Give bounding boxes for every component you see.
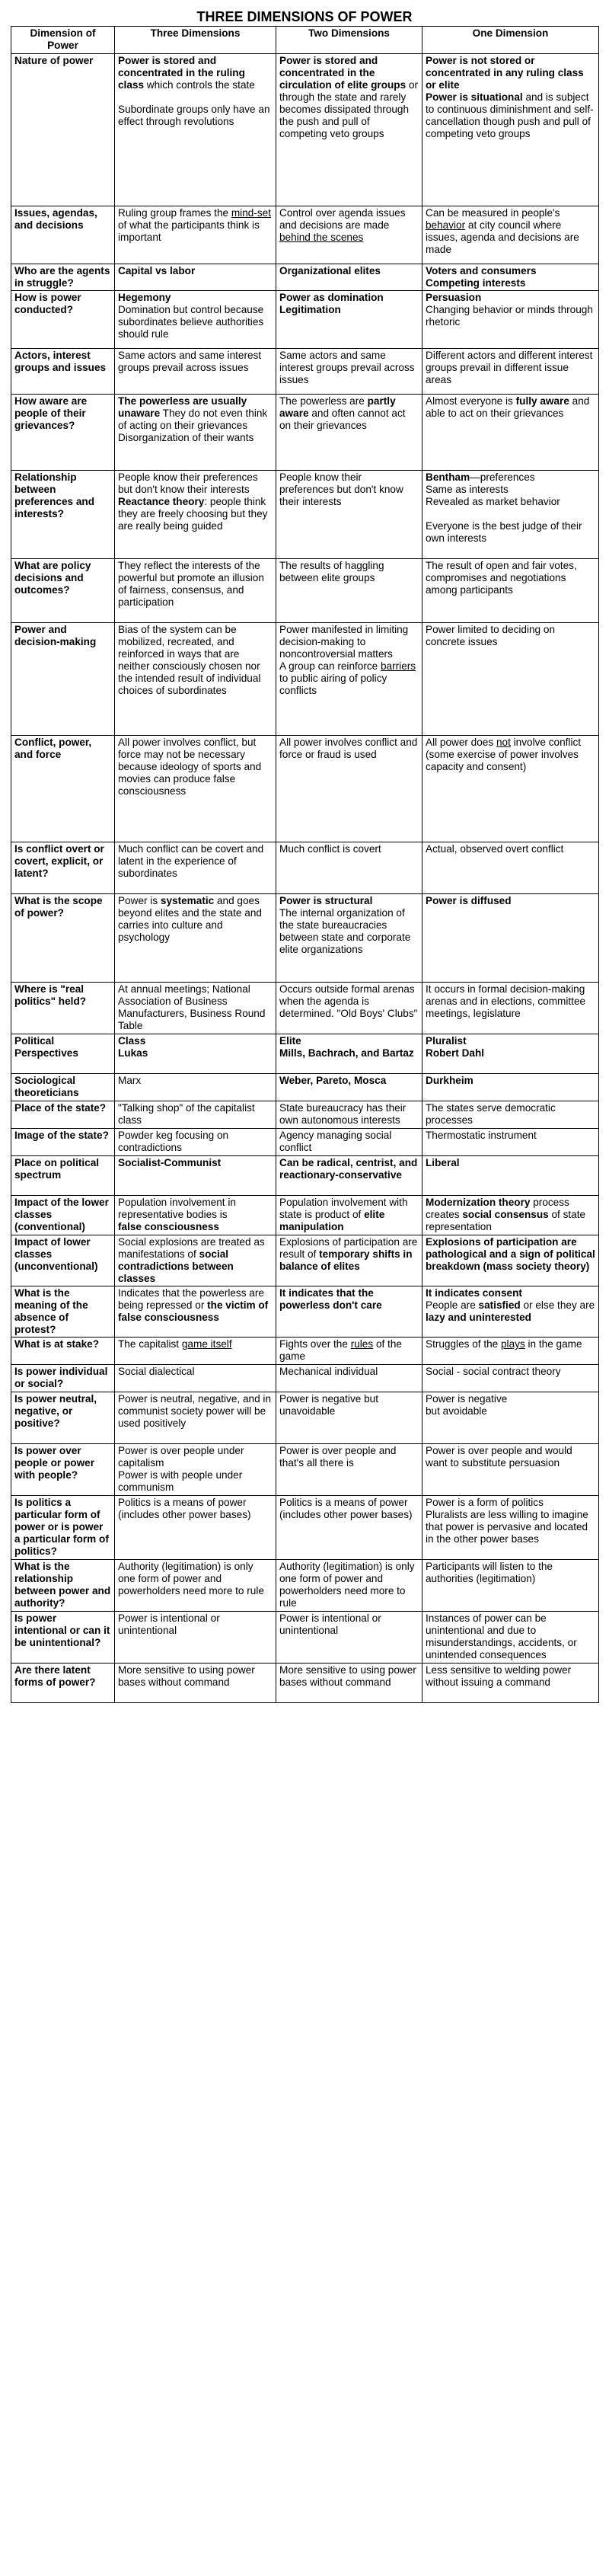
cell-text: in the game	[525, 1338, 582, 1350]
two-dimensions-cell	[276, 291, 422, 349]
cell-text: social contradictions between classes	[118, 1248, 234, 1284]
one-dimension-cell	[422, 1560, 599, 1612]
three-dimensions-cell	[115, 1156, 276, 1196]
two-dimensions-cell	[276, 264, 422, 291]
cell-text: Power as domination	[279, 292, 384, 303]
cell-text: game itself	[181, 1338, 232, 1350]
table-row	[11, 983, 599, 1034]
one-dimension-cell	[422, 1664, 599, 1703]
cell-text: Power is negative but unavoidable	[279, 1393, 378, 1417]
dimension-question-cell: Place of the state?	[11, 1101, 115, 1129]
cell-text: Same actors and same interest groups prevail across issues	[118, 350, 262, 373]
three-dimensions-cell	[115, 1101, 276, 1129]
one-dimension-cell	[422, 983, 599, 1034]
cell-text: : people think they are freely choosing but they are really being guided	[118, 496, 268, 532]
cell-text: Almost everyone is	[426, 395, 516, 407]
cell-text: to public airing of policy conflicts	[279, 673, 387, 696]
cell-text: The results of haggling between elite groups	[279, 560, 384, 583]
dimension-question-cell: Where is "real politics" held?	[11, 983, 115, 1034]
cell-text: of state representation	[426, 1209, 586, 1232]
cell-text: Power is not stored or concentrated in any ruling class or elite	[426, 55, 584, 91]
one-dimension-cell	[422, 1496, 599, 1560]
cell-text: and is subject to continuous diminishment and self-cancellation though push and pull of competing veto groups	[426, 91, 594, 139]
table-body	[11, 54, 599, 1703]
table-row	[11, 1196, 599, 1235]
cell-text: More sensitive to using power bases without command	[118, 1664, 255, 1688]
table-row	[11, 1496, 599, 1560]
cell-text: More sensitive to using power bases without command	[279, 1664, 416, 1688]
dimension-question-cell: How aware are people of their grievances?	[11, 395, 115, 471]
three-dimensions-cell	[115, 1496, 276, 1560]
three-dimensions-cell	[115, 1129, 276, 1156]
cell-text: Same actors and same interest groups prevail across issues	[279, 350, 415, 385]
cell-text: Fights over the	[279, 1338, 351, 1350]
cell-text: Thermostatic instrument	[426, 1130, 537, 1141]
three-dimensions-cell	[115, 395, 276, 471]
cell-text: Power is over people under capitalism	[118, 1445, 244, 1469]
cell-text: involve conflict (some exercise of power involves capacity and consent)	[426, 737, 582, 772]
three-dimensions-cell	[115, 1286, 276, 1338]
three-dimensions-cell	[115, 291, 276, 349]
table-row	[11, 1235, 599, 1286]
cell-text: Control over agenda issues and decisions are made	[279, 207, 406, 231]
cell-text: Power is diffused	[426, 895, 512, 906]
three-dimensions-cell	[115, 1034, 276, 1074]
cell-text: Power is intentional or unintentional	[118, 1612, 220, 1636]
dimension-question-cell: What are policy decisions and outcomes?	[11, 559, 115, 623]
one-dimension-cell	[422, 1392, 599, 1444]
cell-text: (includes other power bases)	[279, 1509, 413, 1520]
three-dimensions-cell	[115, 1444, 276, 1496]
table-row	[11, 349, 599, 395]
one-dimension-cell	[422, 1338, 599, 1365]
cell-text: or else they are	[520, 1299, 595, 1311]
table-row	[11, 206, 599, 264]
one-dimension-cell	[422, 1101, 599, 1129]
cell-text: A group can reinforce	[279, 660, 381, 672]
one-dimension-cell	[422, 1286, 599, 1338]
three-dimensions-cell	[115, 1074, 276, 1101]
cell-text: Changing behavior or minds through rhetoric	[426, 304, 593, 328]
one-dimension-cell	[422, 1129, 599, 1156]
cell-text: The powerless are	[279, 395, 368, 407]
cell-text: Capital vs labor	[118, 265, 196, 276]
cell-text: Subordinate groups only have an effect through revolutions	[118, 104, 270, 127]
three-dimensions-cell	[115, 471, 276, 559]
table-row	[11, 395, 599, 471]
two-dimensions-cell	[276, 1338, 422, 1365]
one-dimension-cell	[422, 471, 599, 559]
cell-text: Explosions of participation are result of	[279, 1236, 418, 1260]
cell-text: behind the scenes	[279, 232, 364, 243]
table-row	[11, 1129, 599, 1156]
dimension-question-cell: Power and decision-making	[11, 623, 115, 736]
cell-text: Population involvement in representative bodies is	[118, 1197, 236, 1220]
cell-text: partly aware	[279, 395, 396, 419]
cell-text: Population involvement with state is product of	[279, 1197, 408, 1220]
cell-text: Social - social contract theory	[426, 1366, 561, 1377]
cell-text: process creates	[426, 1197, 569, 1220]
dimension-question-cell: Who are the agents in struggle?	[11, 264, 115, 291]
header-one-dimension: One Dimension	[422, 27, 599, 54]
cell-text: Politics is a means of power	[279, 1497, 408, 1508]
cell-text: Different actors and different interest groups prevail in different issue areas	[426, 350, 593, 385]
table-row	[11, 1612, 599, 1664]
cell-text: Bias of the system can be mobilized, recreated, and reinforced in ways that are neither consciously chosen nor the intended result of individual choices of subordinates	[118, 624, 261, 696]
cell-text: Everyone is the best judge of their own interests	[426, 520, 582, 544]
dimension-question-cell: Are there latent forms of power?	[11, 1664, 115, 1703]
cell-text: Explosions of participation are pathological and a sign of political breakdown (mass society theory)	[426, 1236, 595, 1272]
cell-text: It indicates that the powerless don't care	[279, 1287, 382, 1311]
cell-text: Socialist-Communist	[118, 1157, 222, 1168]
cell-text: Power is over people and would want to substitute persuasion	[426, 1445, 572, 1469]
cell-text: Persuasion	[426, 292, 482, 303]
cell-text: Instances of power can be unintentional and due to misunderstandings, accidents, or unintended consequences	[426, 1612, 577, 1660]
cell-text: Organizational elites	[279, 265, 381, 276]
one-dimension-cell	[422, 842, 599, 894]
two-dimensions-cell	[276, 1560, 422, 1612]
cell-text: Pluralists are less willing to imagine that power is pervasive and located in the other power bases	[426, 1509, 588, 1545]
dimension-question-cell: What is the scope of power?	[11, 894, 115, 983]
cell-text: of the game	[279, 1338, 402, 1362]
table-row	[11, 1156, 599, 1196]
cell-text: Much conflict is covert	[279, 843, 381, 855]
cell-text: "Talking shop" of the capitalist class	[118, 1102, 255, 1126]
table-row	[11, 1664, 599, 1703]
table-row	[11, 842, 599, 894]
cell-text: —preferences	[470, 471, 535, 483]
cell-text: Ruling group frames the	[118, 207, 231, 219]
cell-text: Mills, Bachrach, and Bartaz	[279, 1047, 414, 1059]
three-dimensions-cell	[115, 1235, 276, 1286]
cell-text: fully aware	[515, 395, 569, 407]
cell-text: but avoidable	[426, 1405, 487, 1417]
cell-text: (includes other power bases)	[118, 1509, 251, 1520]
two-dimensions-cell	[276, 1286, 422, 1338]
two-dimensions-cell	[276, 1444, 422, 1496]
three-dimensions-cell	[115, 206, 276, 264]
cell-text: Marx	[118, 1075, 142, 1086]
cell-text: Powder keg focusing on contradictions	[118, 1130, 229, 1153]
two-dimensions-cell	[276, 1074, 422, 1101]
one-dimension-cell	[422, 1235, 599, 1286]
two-dimensions-cell	[276, 1496, 422, 1560]
one-dimension-cell	[422, 1034, 599, 1074]
dimension-question-cell: What is the relationship between power and authority?	[11, 1560, 115, 1612]
dimension-question-cell: Is power individual or social?	[11, 1365, 115, 1392]
three-dimensions-cell	[115, 1365, 276, 1392]
dimension-question-cell: What is the meaning of the absence of protest?	[11, 1286, 115, 1338]
cell-text: Struggles of the	[426, 1338, 501, 1350]
cell-text: Power is neutral, negative, and in communist society power will be used positively	[118, 1393, 272, 1429]
cell-text: Legitimation	[279, 304, 341, 315]
cell-text: Authority (legitimation) is only one form of power and powerholders need more to rule	[279, 1561, 415, 1609]
three-dimensions-cell	[115, 1392, 276, 1444]
three-dimensions-cell	[115, 1612, 276, 1664]
two-dimensions-cell	[276, 1365, 422, 1392]
three-dimensions-cell	[115, 1664, 276, 1703]
cell-text: Class	[118, 1035, 146, 1047]
cell-text: Reactance theory	[118, 496, 205, 507]
table-row	[11, 291, 599, 349]
cell-text: State bureaucracy has their own autonomous interests	[279, 1102, 407, 1126]
three-dimensions-cell	[115, 559, 276, 623]
three-dimensions-cell	[115, 54, 276, 206]
cell-text: and often cannot act on their grievances	[279, 407, 406, 431]
cell-text: Power is with people under communism	[118, 1469, 243, 1493]
cell-text: Power is structural	[279, 895, 373, 906]
table-row	[11, 623, 599, 736]
dimension-question-cell: Is conflict overt or covert, explicit, or latent?	[11, 842, 115, 894]
one-dimension-cell	[422, 736, 599, 842]
cell-text: Social explosions are treated as manifestations of	[118, 1236, 265, 1260]
cell-text: mind-set	[231, 207, 271, 219]
table-row	[11, 1392, 599, 1444]
table-row	[11, 1560, 599, 1612]
header-dimension: Dimension of Power	[11, 27, 115, 54]
cell-text: Power manifested in limiting decision-making to noncontroversial matters	[279, 624, 409, 660]
cell-text: They reflect the interests of the powerful but promote an illusion of fairness, consensus, and participation	[118, 560, 264, 608]
cell-text: Politics is a means of power	[118, 1497, 247, 1508]
two-dimensions-cell	[276, 1156, 422, 1196]
cell-text: Power is stored and concentrated in the ruling class	[118, 55, 245, 91]
cell-text: which controls the state	[144, 79, 255, 91]
dimension-question-cell: Conflict, power, and force	[11, 736, 115, 842]
header-three-dimensions: Three Dimensions	[115, 27, 276, 54]
table-row	[11, 1286, 599, 1338]
table-row	[11, 1034, 599, 1074]
dimension-question-cell: Sociological theoreticians	[11, 1074, 115, 1101]
cell-text: the victim of false consciousness	[118, 1299, 269, 1323]
cell-text: It occurs in formal decision-making arenas and in elections, committee meetings, legislature	[426, 983, 586, 1019]
table-row	[11, 1338, 599, 1365]
two-dimensions-cell	[276, 1101, 422, 1129]
cell-text: lazy and uninterested	[426, 1312, 531, 1323]
dimension-question-cell: Nature of power	[11, 54, 115, 206]
cell-text: People are	[426, 1299, 479, 1311]
two-dimensions-cell	[276, 54, 422, 206]
one-dimension-cell	[422, 1196, 599, 1235]
two-dimensions-cell	[276, 736, 422, 842]
cell-text: systematic	[160, 895, 215, 906]
cell-text: satisfied	[478, 1299, 521, 1311]
dimension-question-cell: Is power neutral, negative, or positive?	[11, 1392, 115, 1444]
header-row	[11, 27, 599, 54]
two-dimensions-cell	[276, 559, 422, 623]
two-dimensions-cell	[276, 1235, 422, 1286]
three-dimensions-cell	[115, 983, 276, 1034]
three-dimensions-cell	[115, 1338, 276, 1365]
two-dimensions-cell	[276, 206, 422, 264]
cell-text: Pluralist	[426, 1035, 467, 1047]
cell-text: Participants will listen to the authorities (legitimation)	[426, 1561, 553, 1584]
cell-text: rules	[350, 1338, 374, 1350]
dimension-question-cell: Image of the state?	[11, 1129, 115, 1156]
one-dimension-cell	[422, 349, 599, 395]
one-dimension-cell	[422, 623, 599, 736]
two-dimensions-cell	[276, 894, 422, 983]
three-dimensions-cell	[115, 1560, 276, 1612]
cell-text: Power is stored and concentrated in the circulation of elite groups	[279, 55, 407, 91]
two-dimensions-cell	[276, 1392, 422, 1444]
cell-text: Power is over people and that's all there is	[279, 1445, 397, 1469]
cell-text: The capitalist	[118, 1338, 182, 1350]
cell-text: Can be radical, centrist, and reactionary-conservative	[279, 1157, 418, 1181]
one-dimension-cell	[422, 291, 599, 349]
cell-text: It indicates consent	[426, 1287, 522, 1299]
cell-text: Lukas	[118, 1047, 148, 1059]
one-dimension-cell	[422, 206, 599, 264]
cell-text: The result of open and fair votes, compromises and negotiations among participants	[426, 560, 577, 596]
two-dimensions-cell	[276, 623, 422, 736]
table-row	[11, 1444, 599, 1496]
dimension-question-cell: Relationship between preferences and interests?	[11, 471, 115, 559]
three-dimensions-cell	[115, 894, 276, 983]
table-row	[11, 471, 599, 559]
three-dimensions-cell	[115, 842, 276, 894]
three-dimensions-cell	[115, 736, 276, 842]
cell-text: behavior	[426, 219, 466, 231]
cell-text: Durkheim	[426, 1075, 473, 1086]
cell-text: of what the participants think is important	[118, 219, 260, 243]
table-row	[11, 1101, 599, 1129]
cell-text: Power is a form of politics	[426, 1497, 544, 1508]
cell-text: temporary shifts in balance of elites	[279, 1248, 413, 1272]
cell-text: Power is	[118, 895, 161, 906]
power-dimensions-table	[11, 26, 599, 1703]
cell-text: false consciousness	[118, 1221, 219, 1232]
cell-text: Mechanical individual	[279, 1366, 378, 1377]
cell-text: Voters and consumers	[426, 265, 537, 276]
cell-text: They do not even think of acting on their grievances	[118, 407, 268, 431]
cell-text: All power involves conflict and force or fraud is used	[279, 737, 418, 760]
three-dimensions-cell	[115, 1196, 276, 1235]
table-row	[11, 1365, 599, 1392]
cell-text: Can be measured in people's	[426, 207, 560, 219]
cell-text: barriers	[381, 660, 416, 672]
cell-text: Weber, Pareto, Mosca	[279, 1075, 387, 1086]
cell-text: All power does	[426, 737, 496, 748]
one-dimension-cell	[422, 559, 599, 623]
cell-text: Power is negative	[426, 1393, 508, 1405]
one-dimension-cell	[422, 894, 599, 983]
cell-text: Authority (legitimation) is only one form of power and powerholders need more to rule	[118, 1561, 264, 1596]
cell-text: and able to act on their grievances	[426, 395, 590, 419]
two-dimensions-cell	[276, 1129, 422, 1156]
cell-text: The powerless are usually unaware	[118, 395, 247, 419]
one-dimension-cell	[422, 1156, 599, 1196]
cell-text: social consensus	[462, 1209, 549, 1220]
cell-text: Power is intentional or unintentional	[279, 1612, 381, 1636]
dimension-question-cell: Is power intentional or can it be unintentional?	[11, 1612, 115, 1664]
cell-text: At annual meetings; National Association of Business Manufacturers, Business Round Table	[118, 983, 266, 1031]
two-dimensions-cell	[276, 471, 422, 559]
dimension-question-cell: Place on political spectrum	[11, 1156, 115, 1196]
one-dimension-cell	[422, 264, 599, 291]
cell-text: elite manipulation	[279, 1209, 385, 1232]
header-two-dimensions: Two Dimensions	[276, 27, 422, 54]
table-row	[11, 736, 599, 842]
cell-text: or through the state and rarely becomes dissipated through the push and pull of competing veto groups	[279, 79, 419, 139]
cell-text: and goes beyond elites and the state and carries into culture and psychology	[118, 895, 262, 943]
dimension-question-cell: How is power conducted?	[11, 291, 115, 349]
cell-text: Revealed as market behavior	[426, 496, 560, 507]
table-row	[11, 54, 599, 206]
cell-text: Robert Dahl	[426, 1047, 485, 1059]
cell-text: People know their preferences but don't know their interests	[279, 471, 403, 507]
table-row	[11, 1074, 599, 1101]
cell-text: Indicates that the powerless are being repressed or	[118, 1287, 264, 1311]
cell-text: Actual, observed overt conflict	[426, 843, 564, 855]
table-row	[11, 264, 599, 291]
cell-text: People know their preferences but don't know their interests	[118, 471, 258, 495]
cell-text: Less sensitive to welding power without issuing a command	[426, 1664, 572, 1688]
cell-text: Bentham	[426, 471, 470, 483]
three-dimensions-cell	[115, 349, 276, 395]
cell-text: Much conflict can be covert and latent in the experience of subordinates	[118, 843, 264, 879]
one-dimension-cell	[422, 54, 599, 206]
dimension-question-cell: Is politics a particular form of power or is power a particular form of politics?	[11, 1496, 115, 1560]
two-dimensions-cell	[276, 1612, 422, 1664]
cell-text: not	[496, 737, 511, 748]
table-row	[11, 559, 599, 623]
one-dimension-cell	[422, 1074, 599, 1101]
dimension-question-cell: What is at stake?	[11, 1338, 115, 1365]
cell-text: The states serve democratic processes	[426, 1102, 556, 1126]
three-dimensions-cell	[115, 264, 276, 291]
cell-text: Domination but control because subordinates believe authorities should rule	[118, 304, 264, 340]
two-dimensions-cell	[276, 395, 422, 471]
cell-text: Power is situational	[426, 91, 523, 103]
dimension-question-cell: Political Perspectives	[11, 1034, 115, 1074]
cell-text: Same as interests	[426, 484, 509, 495]
cell-text: plays	[501, 1338, 525, 1350]
cell-text: Power limited to deciding on concrete issues	[426, 624, 556, 647]
three-dimensions-cell	[115, 623, 276, 736]
cell-text: Agency managing social conflict	[279, 1130, 392, 1153]
document-title: THREE DIMENSIONS OF POWER	[196, 9, 413, 24]
cell-text: Competing interests	[426, 277, 526, 289]
two-dimensions-cell	[276, 349, 422, 395]
two-dimensions-cell	[276, 842, 422, 894]
dimension-question-cell: Is power over people or power with people?	[11, 1444, 115, 1496]
cell-text: Liberal	[426, 1157, 460, 1168]
dimension-question-cell: Impact of the lower classes (conventional)	[11, 1196, 115, 1235]
two-dimensions-cell	[276, 1664, 422, 1703]
dimension-question-cell: Actors, interest groups and issues	[11, 349, 115, 395]
cell-text: Occurs outside formal arenas when the agenda is determined. "Old Boys' Clubs"	[279, 983, 418, 1019]
cell-text: Hegemony	[118, 292, 171, 303]
cell-text: All power involves conflict, but force may not be necessary because ideology of sports and movies can produce false consciousness	[118, 737, 262, 797]
dimension-question-cell: Impact of lower classes (unconventional)	[11, 1235, 115, 1286]
one-dimension-cell	[422, 1444, 599, 1496]
cell-text: Modernization theory	[426, 1197, 531, 1208]
cell-text: Social dialectical	[118, 1366, 195, 1377]
two-dimensions-cell	[276, 1034, 422, 1074]
cell-text: The internal organization of the state bureaucracies between state and corporate elite organizations	[279, 907, 411, 955]
cell-text: Disorganization of their wants	[118, 432, 254, 443]
one-dimension-cell	[422, 395, 599, 471]
cell-text: at city council where issues, agenda and decisions are made	[426, 219, 579, 255]
two-dimensions-cell	[276, 1196, 422, 1235]
cell-text: Elite	[279, 1035, 301, 1047]
table-row	[11, 894, 599, 983]
one-dimension-cell	[422, 1365, 599, 1392]
two-dimensions-cell	[276, 983, 422, 1034]
one-dimension-cell	[422, 1612, 599, 1664]
dimension-question-cell: Issues, agendas, and decisions	[11, 206, 115, 264]
